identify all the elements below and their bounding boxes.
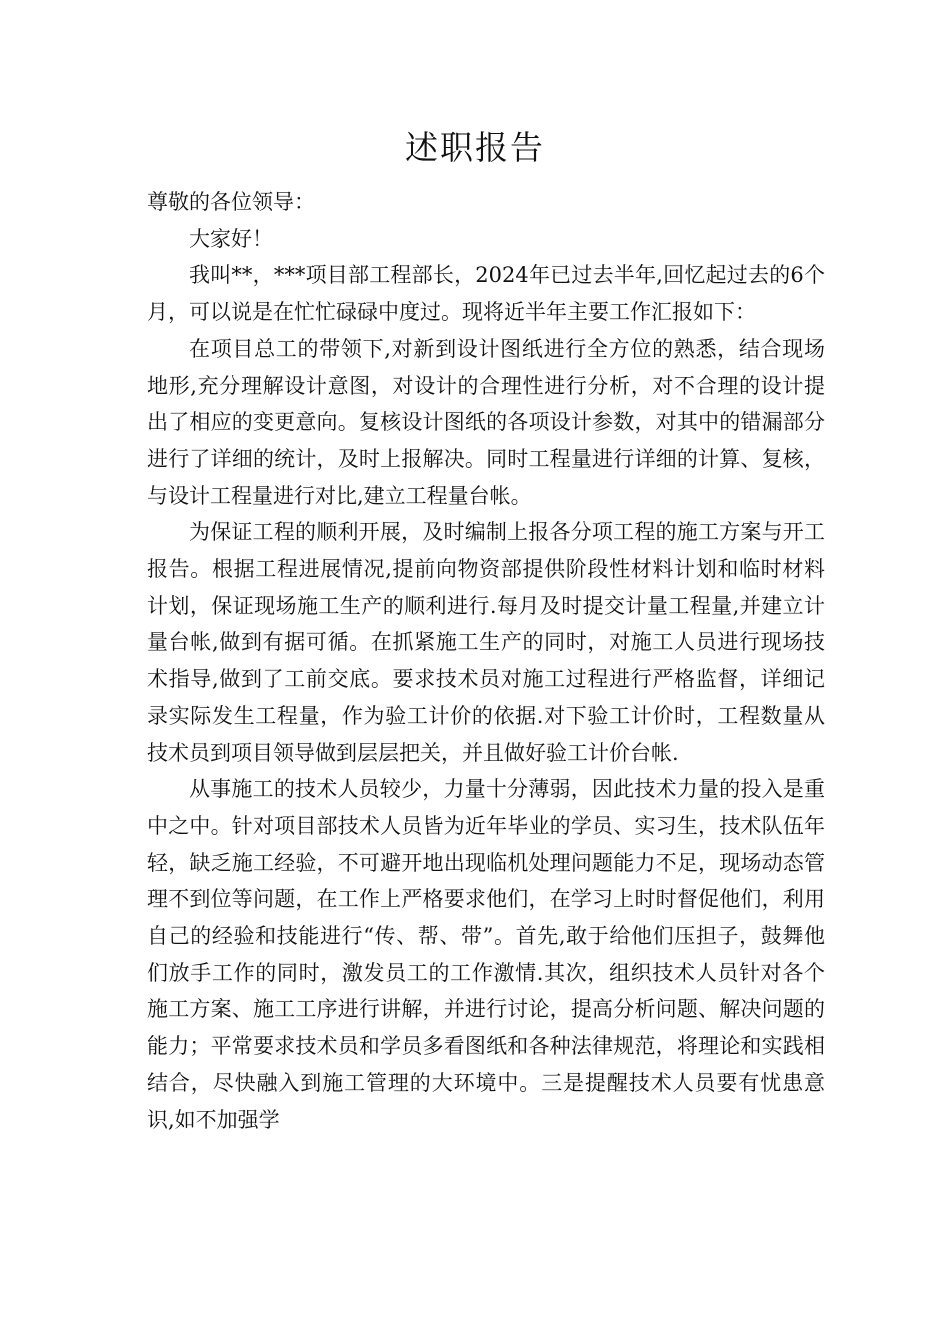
salutation: 尊敬的各位领导：: [147, 190, 315, 214]
paragraph-technical-staff: 从事施工的技术人员较少，力量十分薄弱，因此技术力量的投入是重中之中。针对项目部技术人员皆为近年毕业的学员、实习生，技术队伍年轻，缺乏施工经验，不可避开地出现临机处理问题能力不足，现场动态管理不到位等问题，在工作上严格要求他们，在学习上时时督促他们，利用自己的经验和技能进行“传、帮、带”。首先,敢于给他们压担子，鼓舞他们放手工作的同时，激发员工的工作激情.其次，组织技术人员针对各个施工方案、施工工序进行讲解，并进行讨论，提高分析问题、解决问题的能力；平常要求技术员和学员多看图纸和各种法律规范，将理论和实践相结合，尽快融入到施工管理的大环境中。三是提醒技术人员要有忧患意识,如不加强学: [147, 777, 825, 1132]
paragraph-greeting: 大家好！: [189, 226, 273, 251]
paragraph-introduction: 我叫**，***项目部工程部长，2024年已过去半年,回忆起过去的6个月，可以说是在忙忙碌碌中度过。现将近半年主要工作汇报如下：: [147, 263, 825, 325]
document-body: [147, 184, 825, 1138]
paragraph-construction-plan: 为保证工程的顺利开展，及时编制上报各分项工程的施工方案与开工报告。根据工程进展情况,提前向物资部提供阶段性材料计划和临时材料计划，保证现场施工生产的顺利进行.每月及时提交计量工程量,并建立计量台帐,做到有据可循。在抓紧施工生产的同时，对施工人员进行现场技术指导,做到了工前交底。要求技术员对施工过程进行严格监督，详细记录实际发生工程量，作为验工计价的依据.对下验工计价时，工程数量从技术员到项目领导做到层层把关，并且做好验工计价台帐.: [147, 520, 825, 765]
paragraph-design-review: 在项目总工的带领下,对新到设计图纸进行全方位的熟悉，结合现场地形,充分理解设计意图，对设计的合理性进行分析，对不合理的设计提出了相应的变更意向。复核设计图纸的各项设计参数，对其中的错漏部分进行了详细的统计，及时上报解决。同时工程量进行详细的计算、复核，与设计工程量进行对比,建立工程量台帐。: [147, 336, 825, 508]
document-title: 述职报告: [405, 128, 545, 167]
